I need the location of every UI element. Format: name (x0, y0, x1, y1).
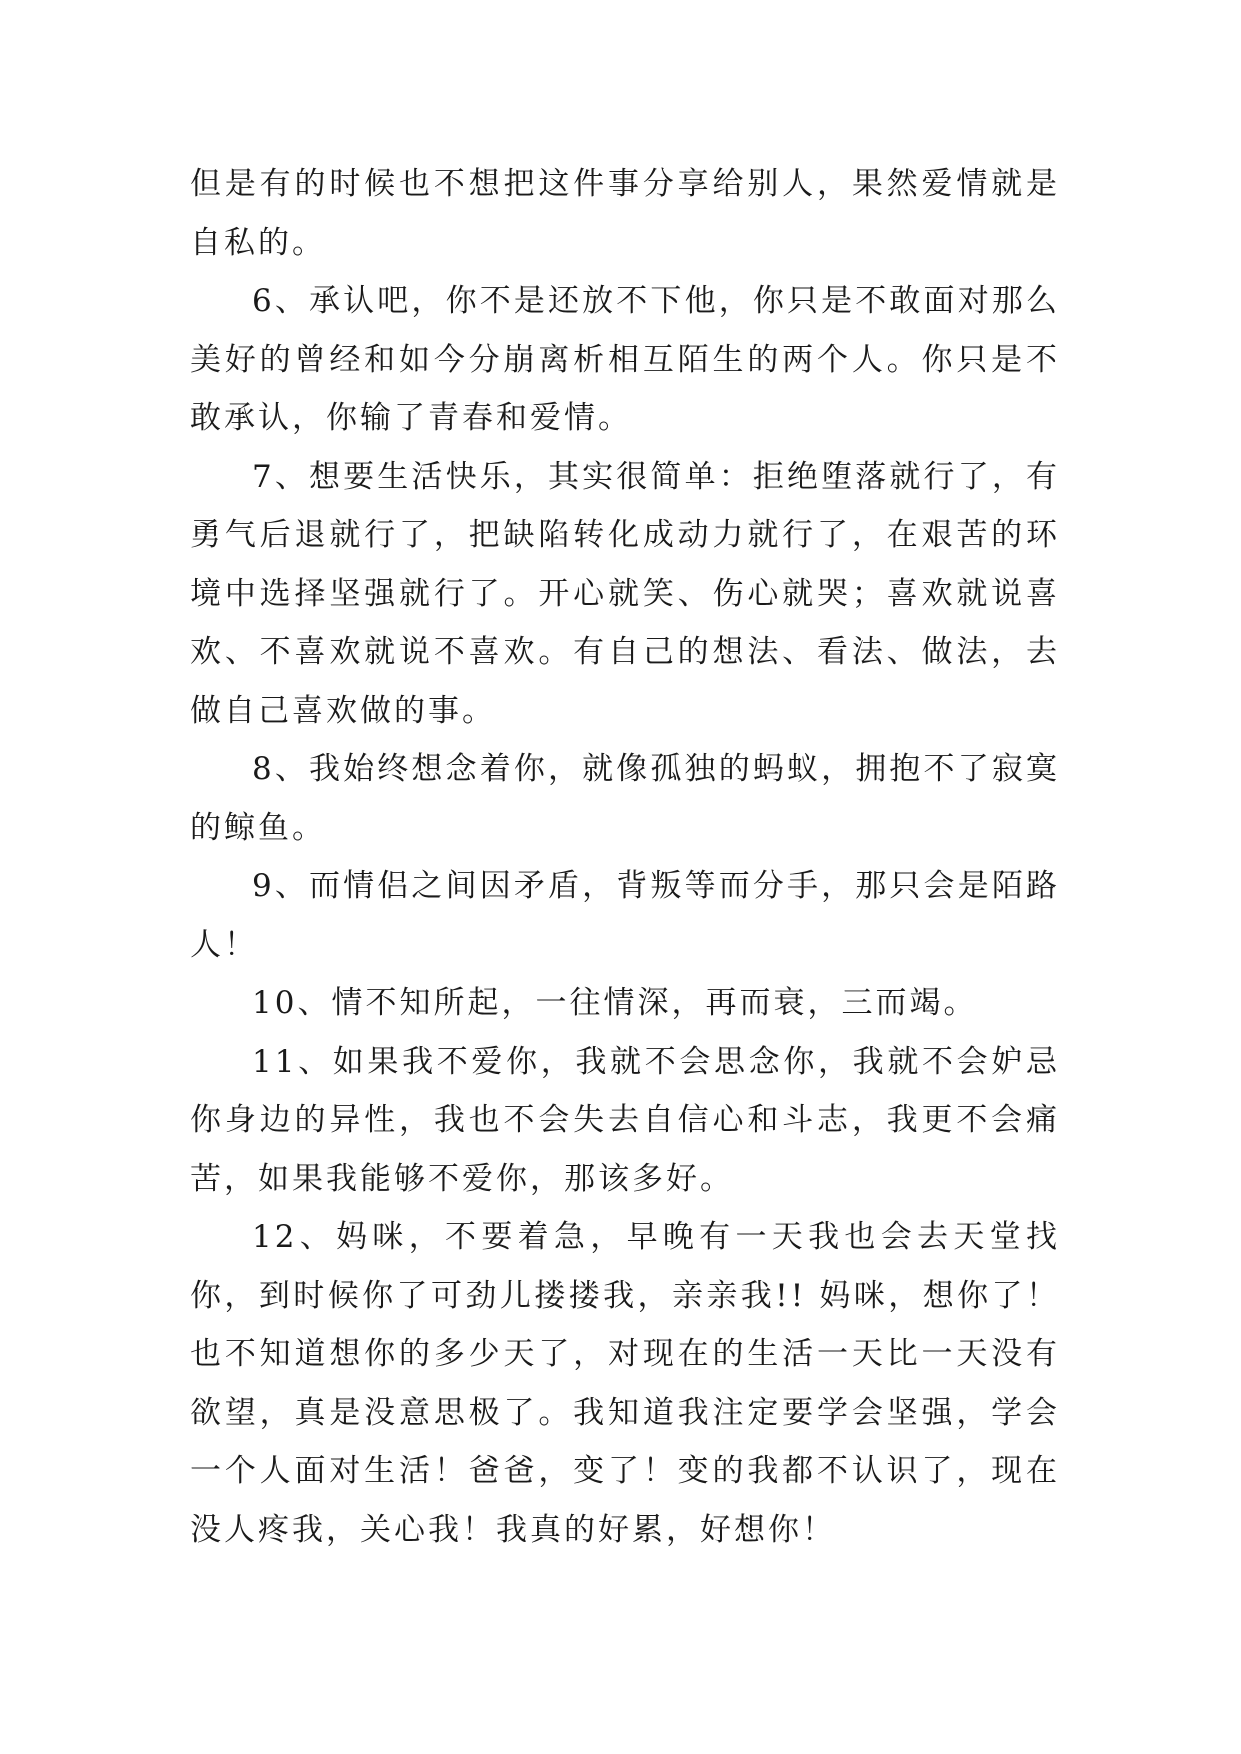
paragraph-item-6: 6、承认吧，你不是还放不下他，你只是不敢面对那么美好的曾经和如今分崩离析相互陌生的两个人。你只是不敢承认，你输了青春和爱情。 (190, 283, 1060, 436)
paragraph-item-9: 9、而情侣之间因矛盾，背叛等而分手，那只会是陌路人！ (190, 868, 1060, 963)
document-body (190, 155, 1060, 1559)
paragraph-item-11: 11、如果我不爱你，我就不会思念你，我就不会妒忌你身边的异性，我也不会失去自信心和斗志，我更不会痛苦，如果我能够不爱你，那该多好。 (190, 1043, 1060, 1197)
paragraph-item-7: 7、想要生活快乐，其实很简单：拒绝堕落就行了，有勇气后退就行了，把缺陷转化成动力就行了，在艰苦的环境中选择坚强就行了。开心就笑、伤心就哭；喜欢就说喜欢、不喜欢就说不喜欢。有自己的想法、看法、做法，去做自己喜欢做的事。 (190, 458, 1060, 729)
paragraph-item-12: 12、妈咪，不要着急，早晚有一天我也会去天堂找你，到时候你了可劲儿搂搂我，亲亲我!! 妈咪，想你了！也不知道想你的多少天了，对现在的生活一天比一天没有欲望，真是没意思极了。我知道我注定要学会坚强，学会一个人面对生活！爸爸，变了！变的我都不认识了，现在没人疼我，关心我！我真的好累，好想你！ (190, 1219, 1060, 1548)
paragraph-item-10: 10、情不知所起，一往情深，再而衰，三而竭。 (252, 985, 978, 1021)
paragraph-item-8: 8、我始终想念着你，就像孤独的蚂蚁，拥抱不了寂寞的鲸鱼。 (190, 751, 1060, 846)
paragraph-continuation: 但是有的时候也不想把这件事分享给别人，果然爱情就是自私的。 (190, 166, 1060, 261)
